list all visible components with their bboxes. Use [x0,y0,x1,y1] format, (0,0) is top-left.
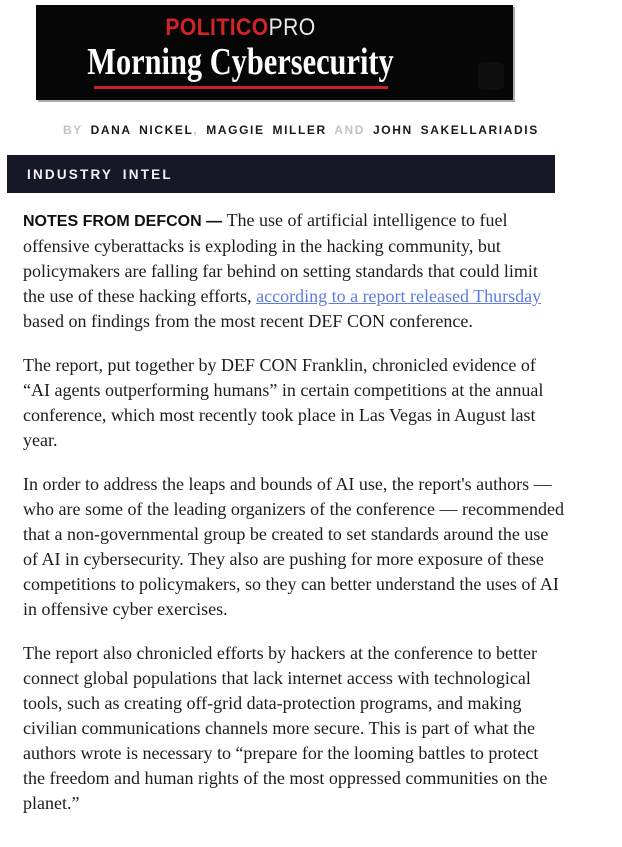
masthead-corner-artifact [478,62,504,90]
brand-wordmark [61,15,421,41]
paragraph-text-before-link: The use of artificial intelligence to fuel offensive cyberattacks is exploding in the hacking community, but policymakers are falling far behind on setting standards that could limit the use of these hacking efforts, [23,210,538,306]
politico-wordmark: POLITICO [165,14,269,41]
byline-comma-separator: , [193,123,207,137]
pro-wordmark: PRO [268,14,316,41]
byline-author-john-sakellariadis: JOHN SAKELLARIADIS [373,123,539,137]
paragraph-global-populations: The report also chronicled efforts by hackers at the conference to better connect global populations that lack internet access with technological tools, such as creating off-grid data-protection programs, and making civilian communications channels more secure. This is part of what the authors wrote is necessary to “prepare for the looming battles to protect the freedom and human rights of the most oppressed communities on the planet.” [23,643,548,813]
byline [63,123,622,137]
paragraph-text-after-link: based on findings from the most recent DEF CON conference. [23,311,473,331]
report-released-thursday-link[interactable]: according to a report released Thursday [256,286,542,306]
article-body [23,208,564,816]
paragraph-recommendations: In order to address the leaps and bounds of AI use, the report's authors — who are some of the leading organizers of the conference — recommended that a non-governmental group be created to set standards around the use of AI in cybersecurity. They also are pushing for more exposure of these competitions to policymakers, so they can better understand the uses of AI in offensive cyber exercises. [23,474,564,619]
section-label-industry-intel: INDUSTRY INTEL [27,166,173,182]
byline-author-maggie-miller: MAGGIE MILLER [206,123,327,137]
politico-pro-masthead-logo[interactable] [36,5,513,100]
byline-and-label: AND [326,123,373,137]
paragraph-notes-from-defcon [23,208,564,334]
paragraph-bold-lead: NOTES FROM DEFCON — [23,213,227,230]
newsletter-title: Morning Cybersecurity [87,41,394,83]
byline-author-dana-nickel: DANA NICKEL [90,123,194,137]
title-underline-decoration [94,86,388,89]
paragraph-defcon-franklin: The report, put together by DEF CON Franklin, chronicled evidence of “AI agents outperforming humans” in certain competitions at the annual conference, which most recently took place in Las Vegas in August last year. [23,355,544,450]
byline-by-label: BY [63,123,91,137]
section-header-bar [7,155,555,193]
newsletter-page [0,5,622,847]
